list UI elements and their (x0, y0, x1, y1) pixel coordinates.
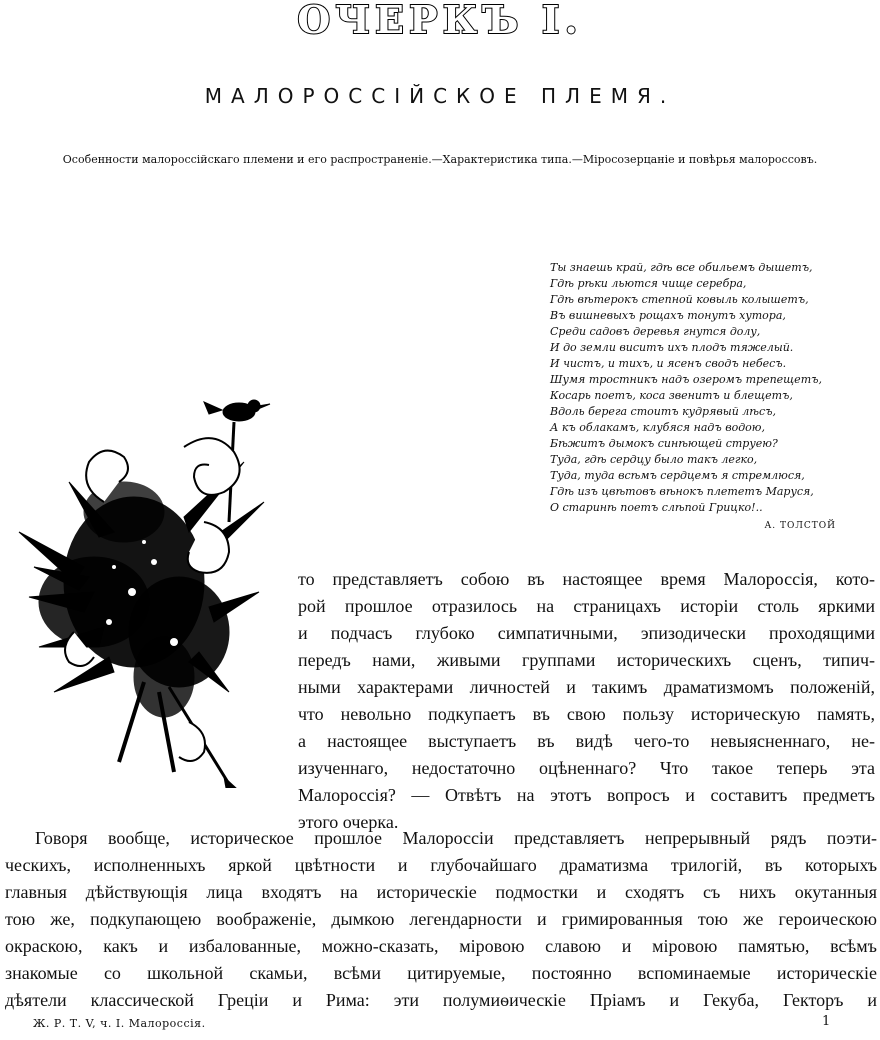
epigraph-line: Туда, гдѣ сердцу было такъ легко, (550, 453, 758, 466)
text-line: и подчасъ глубоко симпатичными, эпизодически проходящими (298, 623, 875, 643)
epigraph-author: А. ТОЛСТОЙ (764, 521, 836, 531)
section-title: МАЛОРОССІЙСКОЕ ПЛЕМЯ. (204, 84, 676, 108)
epigraph-line: Въ вишневыхъ рощахъ тонутъ хутора, (550, 309, 786, 322)
text-line: тою же, подкупающею воображеніе, дымкою легендарности и гримированныя тою же героическою (5, 909, 877, 929)
text-line: ческихъ, исполненныхъ яркой цвѣтности и глубочайшаго драматизма трилогій, въ которыхъ (5, 855, 877, 875)
footer-signature: Ж. Р. Т. V, ч. I. Малороссія. (33, 1017, 206, 1030)
text-line: что невольно подкупаетъ въ свою пользу историческую память, (298, 704, 875, 724)
text-line: передъ нами, живыми группами историческихъ сценъ, типич- (298, 650, 875, 670)
epigraph-line: Шумя тростникъ надъ озеромъ трепещетъ, (550, 373, 822, 386)
epigraph-line: Гдѣ рѣки льются чище серебра, (550, 277, 747, 290)
epigraph-line: И чистъ, и тихъ, и ясенъ сводъ небесъ. (550, 357, 787, 370)
chapter-title: ОЧЕРКЪ I. (297, 0, 583, 42)
text-line: ными характерами личностей и такимъ драматизмомъ положеній, (298, 677, 875, 697)
text-line: этого очерка. (298, 812, 399, 832)
text-line: Малороссія? — Отвѣтъ на этотъ вопросъ и составитъ предметъ (298, 785, 875, 805)
text-line: рой прошлое отразилось на страницахъ исторіи столь яркими (298, 596, 875, 616)
epigraph-line: И до земли виситъ ихъ плодъ тяжелый. (550, 341, 794, 354)
epigraph-line: Среди садовъ деревья гнутся долу, (550, 325, 761, 338)
text-line: окраскою, какъ и избалованные, можно-сказать, міровою славою и міровою памятью, всѣмъ (5, 936, 877, 956)
epigraph-line: Вдоль берега стоитъ кудрявый лѣсъ, (550, 405, 776, 418)
epigraph-line: Гдѣ вѣтерокъ степной ковыль колышетъ, (550, 293, 809, 306)
epigraph-line: Бѣжитъ дымокъ синѣющей струею? (550, 437, 778, 450)
text-line: изученнаго, недостаточно оцѣненнаго? Что такое теперь эта (298, 758, 875, 778)
epigraph-line: Туда, туда всѣмъ сердцемъ я стремлюся, (550, 469, 805, 482)
page-number: 1 (822, 1014, 831, 1029)
epigraph-line: Ты знаешь край, гдѣ все обильемъ дышетъ, (550, 261, 813, 274)
epigraph-poem (550, 260, 870, 534)
floral-ornament-initial-icon (14, 392, 294, 788)
text-line: то представляетъ собою въ настоящее время Малороссія, кото- (298, 569, 875, 589)
text-line: главныя дѣйствующія лица входятъ на историческіе подмостки и сходятъ съ нихъ окутанныя (5, 882, 877, 902)
text-line: Говоря вообще, историческое прошлое Малороссіи представляетъ непрерывный рядъ поэти- (35, 828, 877, 848)
text-line: знакомые со школьной скамьи, всѣми цитируемые, постоянно вспоминаемые историческіе (5, 963, 877, 983)
text-line: дѣятели классической Греціи и Рима: эти полумиѳическіе Пріамъ и Гекуба, Гекторъ и (5, 990, 877, 1010)
epigraph-line: Гдѣ изъ цвѣтовъ вѣнокъ плететъ Маруся, (550, 485, 814, 498)
epigraph-line: Косарь поетъ, коса звенитъ и блещетъ, (550, 389, 793, 402)
text-line: а настоящее выступаетъ въ видѣ чего-то невыясненнаго, не- (298, 731, 875, 751)
body-paragraph (5, 825, 877, 1014)
chapter-summary: Особенности малороссійскаго племени и его распространеніе.—Характеристика типа.—Міросозерцаніе и повѣрья малороссовъ. (62, 153, 818, 166)
epigraph-line: О старинѣ поетъ слѣпой Грицко!.. (550, 501, 763, 514)
lead-paragraph (298, 566, 875, 836)
epigraph-line: А къ облакамъ, клубяся надъ водою, (550, 421, 765, 434)
